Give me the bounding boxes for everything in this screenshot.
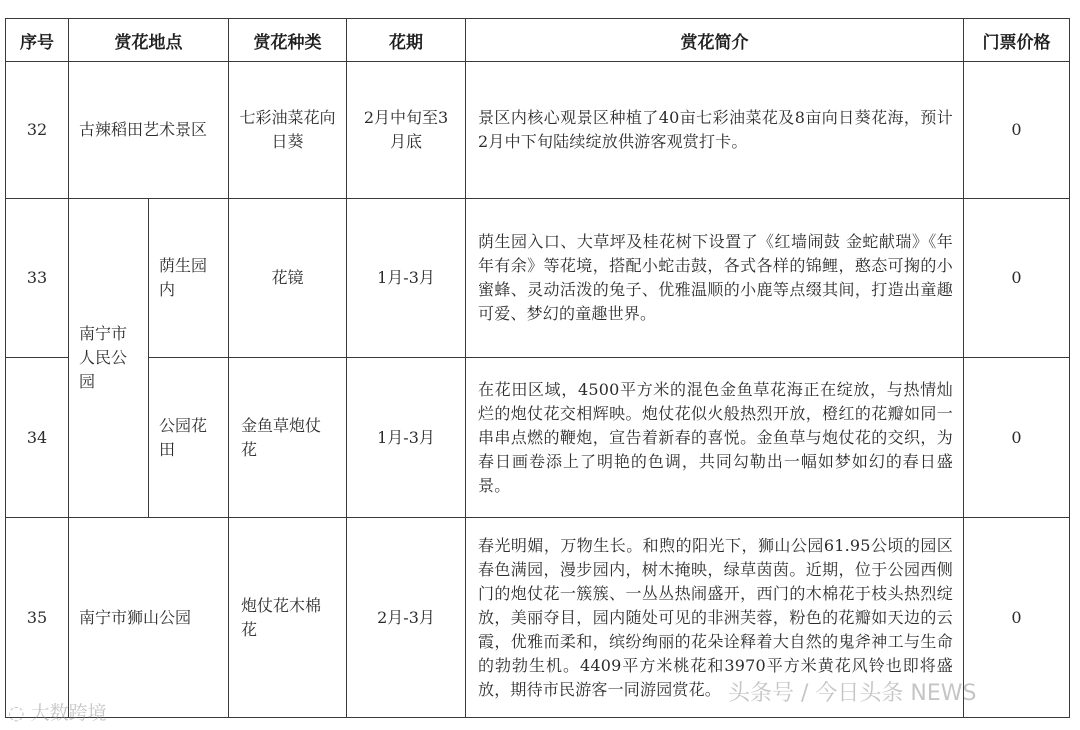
row-intro: 景区内核心观景区种植了40亩七彩油菜花及8亩向日葵花海，预计2月中下旬陆续绽放供游客观赏打卡。 [466, 62, 964, 199]
row-price: 0 [964, 62, 1070, 199]
header-period: 花期 [347, 19, 466, 62]
row-sublocation: 荫生园内 [149, 199, 229, 358]
row-intro: 春光明媚，万物生长。和煦的阳光下，狮山公园61.95公顷的园区春色满园，漫步园内，树木掩映，绿草茵茵。近期，位于公园西侧门的炮仗花一簇簇、一丛丛热闹盛开，西门的木棉花于枝头热烈绽放，美丽夺目，园内随处可见的非洲芙蓉，粉色的花瓣如天边的云霞，优雅而柔和，缤纷绚丽的花朵诠释着大自然的鬼斧神工与生命的勃勃生机。4409平方米桃花和3970平方米黄花风铃也即将盛放，期待市民游客一同游园赏花。 [466, 518, 964, 718]
row-kind: 金鱼草炮仗花 [229, 358, 347, 518]
watermark-logo-icon: ◌ [8, 702, 31, 724]
header-kind: 赏花种类 [229, 19, 347, 62]
row-seq: 35 [6, 518, 69, 718]
table-row [6, 62, 1070, 199]
flower-viewing-table [5, 18, 1070, 718]
row-period: 1月-3月 [347, 358, 466, 518]
table-row [6, 199, 1070, 358]
row-kind: 花镜 [229, 199, 347, 358]
row-price: 0 [964, 358, 1070, 518]
row-period: 1月-3月 [347, 199, 466, 358]
row-seq: 32 [6, 62, 69, 199]
row-location: 南宁市人民公园 [69, 199, 149, 518]
table-row [6, 358, 1070, 518]
row-price: 0 [964, 518, 1070, 718]
row-location: 南宁市狮山公园 [69, 518, 229, 718]
watermark-left: ◌ 大数跨境 [8, 702, 107, 724]
header-intro: 赏花简介 [466, 19, 964, 62]
row-period: 2月中旬至3月底 [347, 62, 466, 199]
row-period: 2月-3月 [347, 518, 466, 718]
header-price: 门票价格 [964, 19, 1070, 62]
row-location: 古辣稻田艺术景区 [69, 62, 229, 199]
row-intro: 荫生园入口、大草坪及桂花树下设置了《红墙闹鼓 金蛇献瑞》《年年有余》等花境，搭配小蛇击鼓，各式各样的锦鲤，憨态可掬的小蜜蜂、灵动活泼的兔子、优雅温顺的小鹿等点缀其间，打造出童趣可爱、梦幻的童趣世界。 [466, 199, 964, 358]
row-intro: 在花田区域，4500平方米的混色金鱼草花海正在绽放，与热情灿烂的炮仗花交相辉映。炮仗花似火般热烈开放，橙红的花瓣如同一串串点燃的鞭炮，宣告着新春的喜悦。金鱼草与炮仗花的交织，为春日画卷添上了明艳的色调，共同勾勒出一幅如梦如幻的春日盛景。 [466, 358, 964, 518]
watermark-right: 头条号 / 今日头条 NEWS [728, 681, 977, 706]
row-price: 0 [964, 199, 1070, 358]
row-sublocation: 公园花田 [149, 358, 229, 518]
row-kind: 炮仗花木棉花 [229, 518, 347, 718]
row-seq: 33 [6, 199, 69, 358]
row-seq: 34 [6, 358, 69, 518]
header-seq: 序号 [6, 19, 69, 62]
header-location: 赏花地点 [69, 19, 229, 62]
row-kind: 七彩油菜花向日葵 [229, 62, 347, 199]
header-row [6, 19, 1070, 62]
